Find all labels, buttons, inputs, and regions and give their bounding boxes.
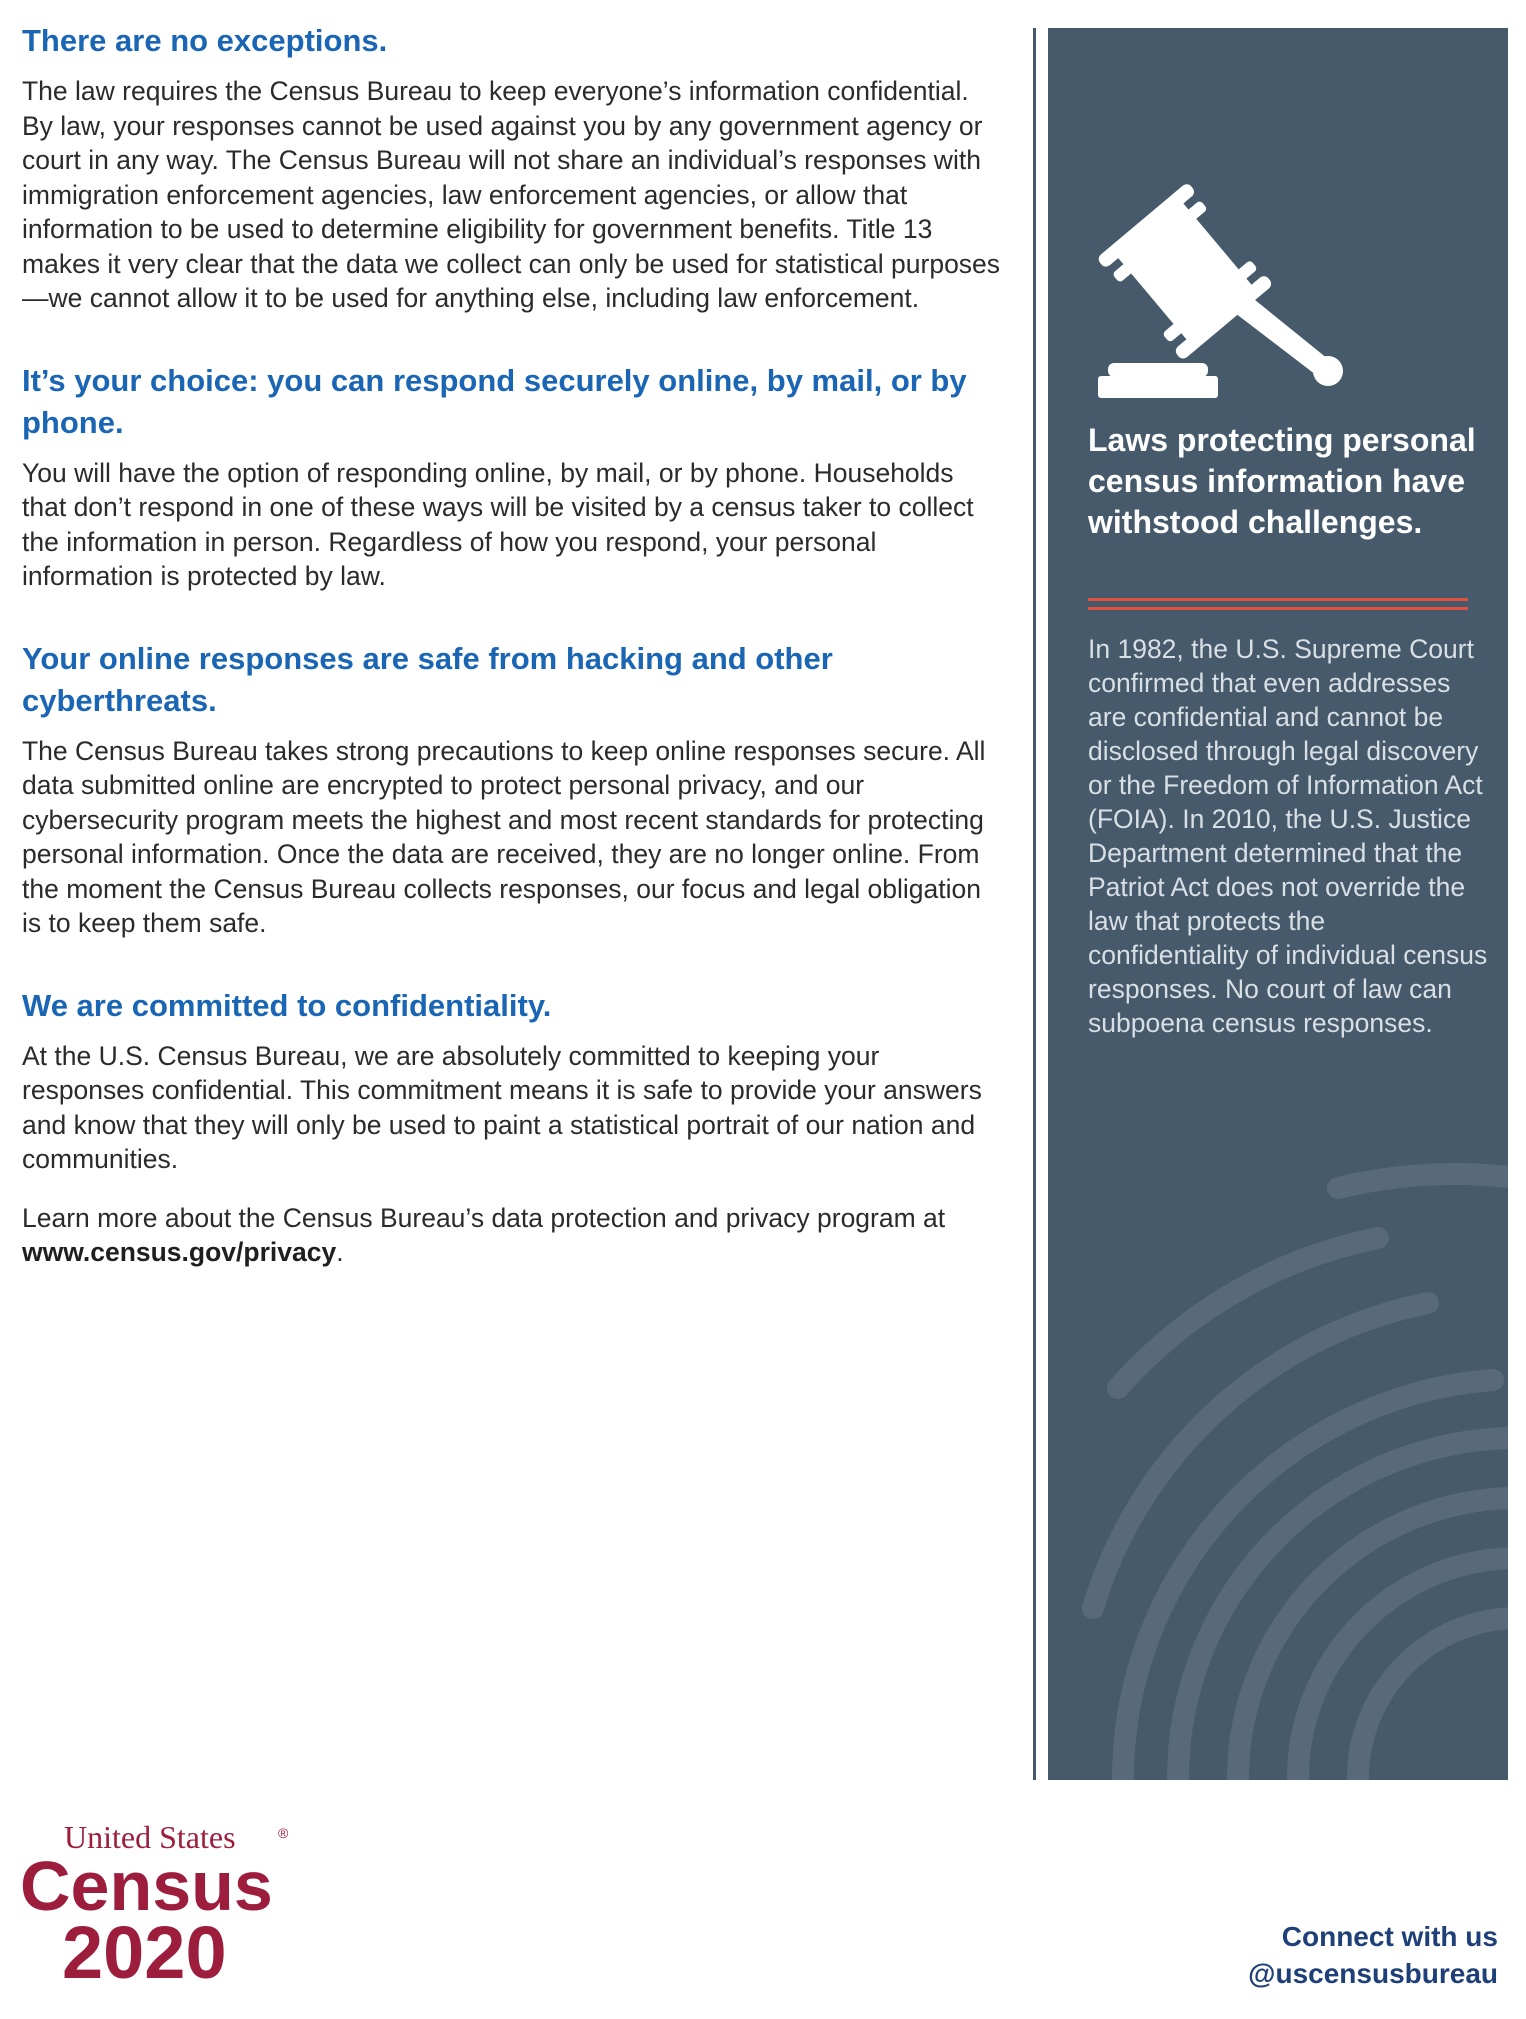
connect-label: Connect with us	[1281, 1921, 1498, 1952]
sidebar-rule-top	[1088, 598, 1468, 601]
logo-line3: 2020	[62, 1911, 227, 1994]
column-divider	[1033, 28, 1036, 1780]
section-body: The law requires the Census Bureau to keep everyone’s information confidential. By law, your responses cannot be used against you by any government agency or court in any way. The Census Bureau will not share an individual’s responses with immigration enforcement agencies, law enforcement agencies, or allow that information to be used to determine eligibility for government benefits. Title 13 makes it very clear that the data we collect can only be used for statistical purposes—we cannot allow it to be used for anything else, including law enforcement.	[22, 76, 1001, 313]
learn-more-lead: Learn more about the Census Bureau’s data protection and privacy program at	[22, 1202, 946, 1233]
logo-line2: Census	[20, 1847, 273, 1925]
section-heading: We are committed to confidentiality.	[22, 987, 552, 1023]
sidebar-body: In 1982, the U.S. Supreme Court confirmed that even addresses are confidential and cannot be disclosed through legal discovery or the Freedom of Information Act (FOIA). In 2010, the U.S. Justice Department determined that the Patriot Act does not override the law that protects the confidentiality of individual census responses. No court of law can subpoena census responses.	[1088, 634, 1488, 1038]
section-heading: There are no exceptions.	[22, 23, 388, 58]
learn-more-text	[22, 1201, 1002, 1270]
logo-line1: United States	[64, 1819, 236, 1855]
section-your-choice	[22, 360, 1002, 594]
section-body: At the U.S. Census Bureau, we are absolutely committed to keeping your responses confidential. This commitment means it is safe to provide your answers and know that they will only be used to paint a statistical portrait of our nation and communities.	[22, 1040, 982, 1174]
section-online-safe	[22, 638, 1002, 941]
sidebar-panel	[1048, 28, 1508, 1780]
section-committed	[22, 985, 1002, 1177]
gavel-icon	[1088, 178, 1368, 408]
sidebar-rule-bottom	[1088, 607, 1468, 610]
social-handle[interactable]: @uscensusbureau	[1248, 1958, 1498, 1989]
section-body: You will have the option of responding online, by mail, or by phone. Households that don’t respond in one of these ways will be visited by a census taker to collect the information in person. Regardless of how you respond, your personal information is protected by law.	[22, 457, 974, 591]
footer-connect	[1248, 1918, 1498, 1992]
section-heading: Your online responses are safe from hacking and other cyberthreats.	[22, 640, 833, 718]
learn-more-end: .	[336, 1237, 344, 1267]
logo-registered: ®	[278, 1825, 289, 1841]
sidebar-heading: Laws protecting personal census information have withstood challenges.	[1088, 422, 1476, 540]
privacy-link[interactable]: www.census.gov/privacy	[22, 1237, 337, 1267]
census-2020-logo	[20, 1818, 290, 1998]
section-no-exceptions	[22, 20, 1002, 316]
section-heading: It’s your choice: you can respond securely online, by mail, or by phone.	[22, 362, 967, 440]
fingerprint-decoration	[1048, 1088, 1508, 1780]
section-body: The Census Bureau takes strong precautions to keep online responses secure. All data submitted online are encrypted to protect personal privacy, and our cybersecurity program meets the highest and most recent standards for protecting personal information. Once the data are received, they are no longer online. From the moment the Census Bureau collects responses, our focus and legal obligation is to keep them safe.	[22, 735, 986, 938]
main-content	[22, 20, 1002, 1270]
